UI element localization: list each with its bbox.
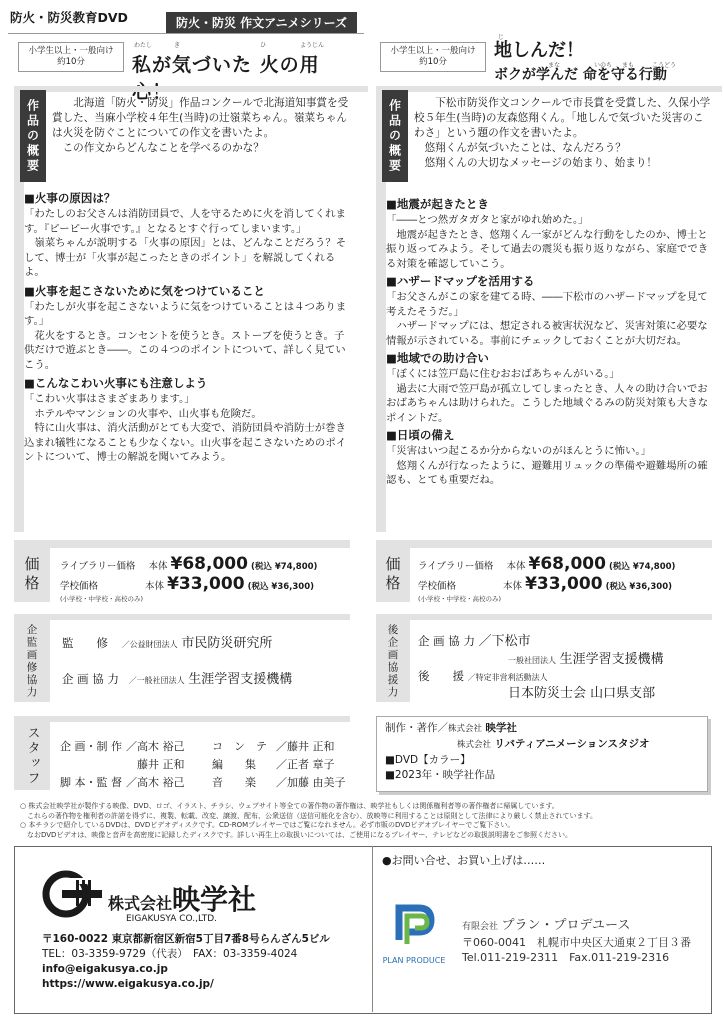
ruby: いのち [594,62,613,69]
price-body-label: 本体 [506,561,526,572]
price-value: ¥33,000 [167,574,245,594]
right-section-4 [386,427,714,488]
staff-row [60,756,350,774]
section-heading: ■地域での助け合い [386,351,489,365]
right-title-block [494,32,714,83]
audience-line: 小学生以上・一般向け [28,46,114,56]
right-credit-strip [376,614,712,620]
footnote: ○ 株式会社映学社が製作する映像、DVD、ロゴ、イラスト、チラシ、ウェブサイト等全ての著作物の著作権は、映学社もしくは関係権利者等の著作権者に帰属しています。 [20,802,559,810]
plan-produce-logo [372,900,456,980]
ruby: まな [548,62,561,69]
footnotes [20,802,710,840]
price-type: ライブラリー価格 [418,561,494,572]
section-body: 「ぼくには笠戸島に住むおおばあちゃんがいる。」 過去に大雨で笠戸島が孤立してしまったとき、人々の助け合いでおおばあちゃんは助けられた。こうした地域ぐるみの防災対策も大きなポイントだ。 [386,368,709,424]
staff-role: コ ン テ [212,740,267,753]
header-brand: 防火・防災教育DVD [10,10,128,25]
right-section-1 [386,196,714,271]
staff-label: スタッフ [14,722,50,790]
footnote: なおDVDビデオは、映像と音声を高密度に記録したディスクです。詳しい再生上の取扱いについては、ご使用になるプレイヤー、テレビなどの取扱説明書をご参照ください。 [20,830,572,839]
footnote: これらの著作物を権利者の許諾を得ずに、複製、転載、改変、譲渡、配布、公衆送信（送信可能化を含む）、放映等に利用することは原則として法律により厳しく禁止されています。 [20,811,597,820]
staff-list [60,738,350,792]
left-price-note: (小学校・中学校・高校のみ) [60,595,144,603]
section-body: 「――とつ然ガタガタと家がゆれ始めた。」 地震が起きたとき、悠翔くん一家がどんな行動をしたのか、博士と振り返ってみよう。そして過去の震災も振り返りながら、家庭でできる対策を確認していこう。 [386,214,709,270]
ruby: き [174,42,181,49]
production-org: 株式会社 [448,724,483,734]
company-email[interactable]: info@eigakusya.co.jp [42,963,168,975]
duration: 約10分 [57,57,85,67]
right-price-strip [376,540,712,548]
dealer-name-main: プラン・プロデユース [501,918,631,933]
price-body-label: 本体 [148,561,168,572]
left-credit-row-2 [62,668,350,687]
credit-name: 生涯学習支援機構 [559,652,664,667]
company-logo [42,864,342,924]
right-credit-row-1 [418,630,712,649]
section-heading: ■こんなこわい火事にも注意しよう [24,376,208,390]
dealer-prefix: 有限会社 [462,922,499,932]
ruby: ひ [260,42,267,49]
section-body: 「わたしが火事を起こさないように気をつけていることは４つあります。」 花火をするとき。コンセントを使うとき。ストーブを使うとき。子供だけで遊ぶとき――。この４つのポイントについて、詳しく見ていこう。 [24,300,347,371]
production-name: リバティアニメーションスタジオ [494,738,650,750]
credit-role: 後 援 [418,669,464,683]
eigakusya-logo-icon [42,868,102,920]
credit-name: ／下松市 [478,634,531,649]
left-price-strip [14,540,350,548]
production-label: 制作・著作／ [385,722,448,734]
left-price-school [60,574,350,594]
price-type: 学校価格 [418,581,457,592]
left-credit-label: 企監画修協力 [14,620,50,702]
company-tel: TEL：03-3359-9729（代表） FAX：03-3359-4024 [42,948,298,960]
price-type: 学校価格 [60,581,99,592]
dealer-tel: Tel.011-219-2311 Fax.011-219-2316 [462,951,670,964]
credit-org: ／一般社団法人 [128,676,185,685]
left-credit-strip [14,614,350,620]
price-type: ライブラリー価格 [60,561,136,572]
staff-name: 藤井 正和 [126,758,185,771]
right-title-line1: 地しんだ！ [494,40,584,61]
left-section-2 [24,283,354,373]
price-body-label: 本体 [503,581,523,592]
production-line-2 [385,737,699,753]
left-section-1 [24,190,354,280]
right-summary-label: 作品の概要 [382,90,408,182]
header-divider [8,33,364,34]
production-org: 株式会社 [457,740,492,750]
company-url[interactable]: https://www.eigakusya.co.jp/ [42,978,214,990]
right-title-ruby-2 [494,60,714,67]
staff-strip [14,716,350,722]
right-sections [386,196,714,488]
price-value: ¥33,000 [525,574,603,594]
right-price-school [418,574,712,594]
right-credit-row-2 [508,648,712,667]
price-value: ¥68,000 [528,554,606,574]
credit-org: ／特定非営利活動法人 [467,673,548,682]
price-tax: (税込 ¥74,800) [250,562,318,572]
section-body: 「お父さんがこの家を建てる時、――下松市のハザードマップを見て考えたそうだ。」 ハザードマップには、想定される被害状況など、災害対策に必要な情報が示されている。事前にチェックしておくことが大切だね。 [386,291,708,347]
price-tax: (税込 ¥74,800) [608,562,676,572]
dealer-inquiry: ●お問い合せ、お買い上げは…… [382,854,546,867]
staff-role: 編 集 [212,758,256,771]
series-tag: 防火・防災 作文アニメシリーズ [166,12,357,33]
left-audience-badge [18,42,124,72]
price-body-label: 本体 [145,581,165,592]
company-name-main: 映学社 [172,883,257,916]
left-summary-label: 作品の概要 [20,90,46,182]
credit-org: 一般社団法人 [508,656,556,665]
right-price-library [418,554,712,574]
audience-line: 小学生以上・一般向け [390,46,476,56]
credit-org: ／公益財団法人 [121,640,178,649]
left-section-3 [24,375,354,465]
staff-row [60,774,350,792]
production-box [376,716,708,792]
price-tax: (税込 ¥36,300) [605,582,673,592]
section-body: 「わたしのお父さんは消防団員で、人を守るために火を消してくれます。『ピーピー火事です。』となるとすぐ行ってしまいます。」 嶺菜ちゃんが説明する「火事の原因」とは、どんなことだろう？そして、博士が「火事が起こったときのポイント」を解説してくれるよ。 [24,208,347,278]
left-price-library [60,554,350,574]
section-heading: ■日頃の備え [386,428,455,442]
right-title-ruby-1 [494,32,714,40]
ruby: じ [498,34,505,41]
plan-produce-logo-icon [389,900,439,950]
right-price-note: (小学校・中学校・高校のみ) [418,595,502,603]
dealer-info [462,918,710,965]
credit-name: 市民防災研究所 [181,636,273,651]
right-price-label: 価格 [376,548,410,602]
production-year: ■2023年・映学社作品 [385,769,496,781]
production-name: 映学社 [485,722,517,734]
right-credit-label: 後企画協援力 [376,620,410,702]
credit-role: 企 画 協 力 [62,672,119,686]
company-contact [42,932,368,992]
credit-role: 企 画 協 力 [418,634,475,648]
left-sections [24,190,354,465]
right-section-3 [386,350,714,425]
price-value: ¥68,000 [170,554,248,574]
left-price-label: 価格 [14,548,50,602]
staff-name: ／高木 裕己 [126,776,185,789]
production-format: ■DVD【カラー】 [385,754,471,766]
staff-row [60,738,350,756]
ruby: ようじん [300,42,325,49]
ruby: こうどう [652,62,677,69]
duration: 約10分 [419,57,447,67]
company-prefix: 株式会社 [108,894,173,913]
right-summary: 下松市防災作文コンクールで市長賞を受賞した、久保小学校５年生(当時)の友森悠翔くん。「地しんで気づいた災害のこわさ」という題の作文を書いたよ。 悠翔くんが気づいたことは、なんだろう？ 悠翔くんの大切なメッセージの始まり、始まり！ [414,97,711,169]
dealer-name [462,918,710,935]
right-section-2 [386,273,714,348]
staff-role: 音 楽 [212,776,256,789]
dealer-address: 〒060-0041 札幌市中央区大通東２丁目３番 [462,936,691,949]
section-heading: ■火事を起こさないために気をつけていること [24,283,265,298]
section-body: 「災害はいつ起こるか分からないのがほんとうに怖い。」 悠翔くんが行なったように、避難用リュックの準備や避難場所の確認も、とても重要だね。 [386,445,708,486]
section-heading: ■地震が起きたとき [386,197,489,211]
left-title-ruby [132,40,357,50]
section-heading: ■ハザードマップを活用する [386,274,535,288]
production-line-1 [385,721,699,737]
right-title-line2: ボクが学んだ 命を守る行動 [494,67,667,83]
credit-role: 監 修 [62,636,108,650]
section-heading: ■火事の原因は？ [24,191,116,205]
staff-name: ／高木 裕己 [126,740,185,753]
staff-role: 脚 本・監 督 [60,776,122,789]
company-name-en: EIGAKUSYA CO.,LTD. [126,914,218,924]
company-name [108,878,256,918]
ruby: わたし [134,42,153,49]
price-tax: (税込 ¥36,300) [247,582,315,592]
ruby: まも [622,62,635,69]
section-body: 「こわい火事はさまざまあります。」 ホテルやマンションの火事や、山火事も危険だ。 特に山火事は、消火活動がとても大変で、消防団員や消防士が巻き込まれ犠牲になることも少なくない。山火事を起こさないためのポイントについて、博士の解説を聞いてみよう。 [24,393,347,463]
company-address: 〒160-0022 東京都新宿区新宿5丁目7番8号らんざん5ビル [42,933,330,945]
left-credit-row-1 [62,632,350,651]
left-summary: 北海道「防火・防災」作品コンクールで北海道知事賞を受賞した、当麻小学校４年生(当時)の辻嶺菜ちゃん。嶺菜ちゃんは火災を防ぐことについての作文を書いたよ。 この作文からどんなことを学べるのかな？ [52,97,349,154]
staff-role [60,756,126,774]
left-title: 私が気づいた 火の用心！ [132,54,320,103]
footnote: ○ 本チラシで紹介しているDVDは、DVDビデオディスクです。CD-ROMプレイヤーではご覧になれません。必ず市販のDVDビデオプレイヤーでご覧下さい。 [20,821,515,829]
staff-role: 企 画・制 作 [60,740,122,753]
credit-name: 生涯学習支援機構 [188,672,293,687]
right-audience-badge [380,42,486,72]
staff-name: ／加藤 由美子 [276,776,346,789]
right-credit-row-3-name: 日本防災士会 山口県支部 [508,686,656,701]
staff-name: ／藤井 正和 [276,740,335,753]
staff-name: ／正者 章子 [276,758,335,771]
plan-produce-logo-text: PLAN PRODUCE [382,956,446,965]
